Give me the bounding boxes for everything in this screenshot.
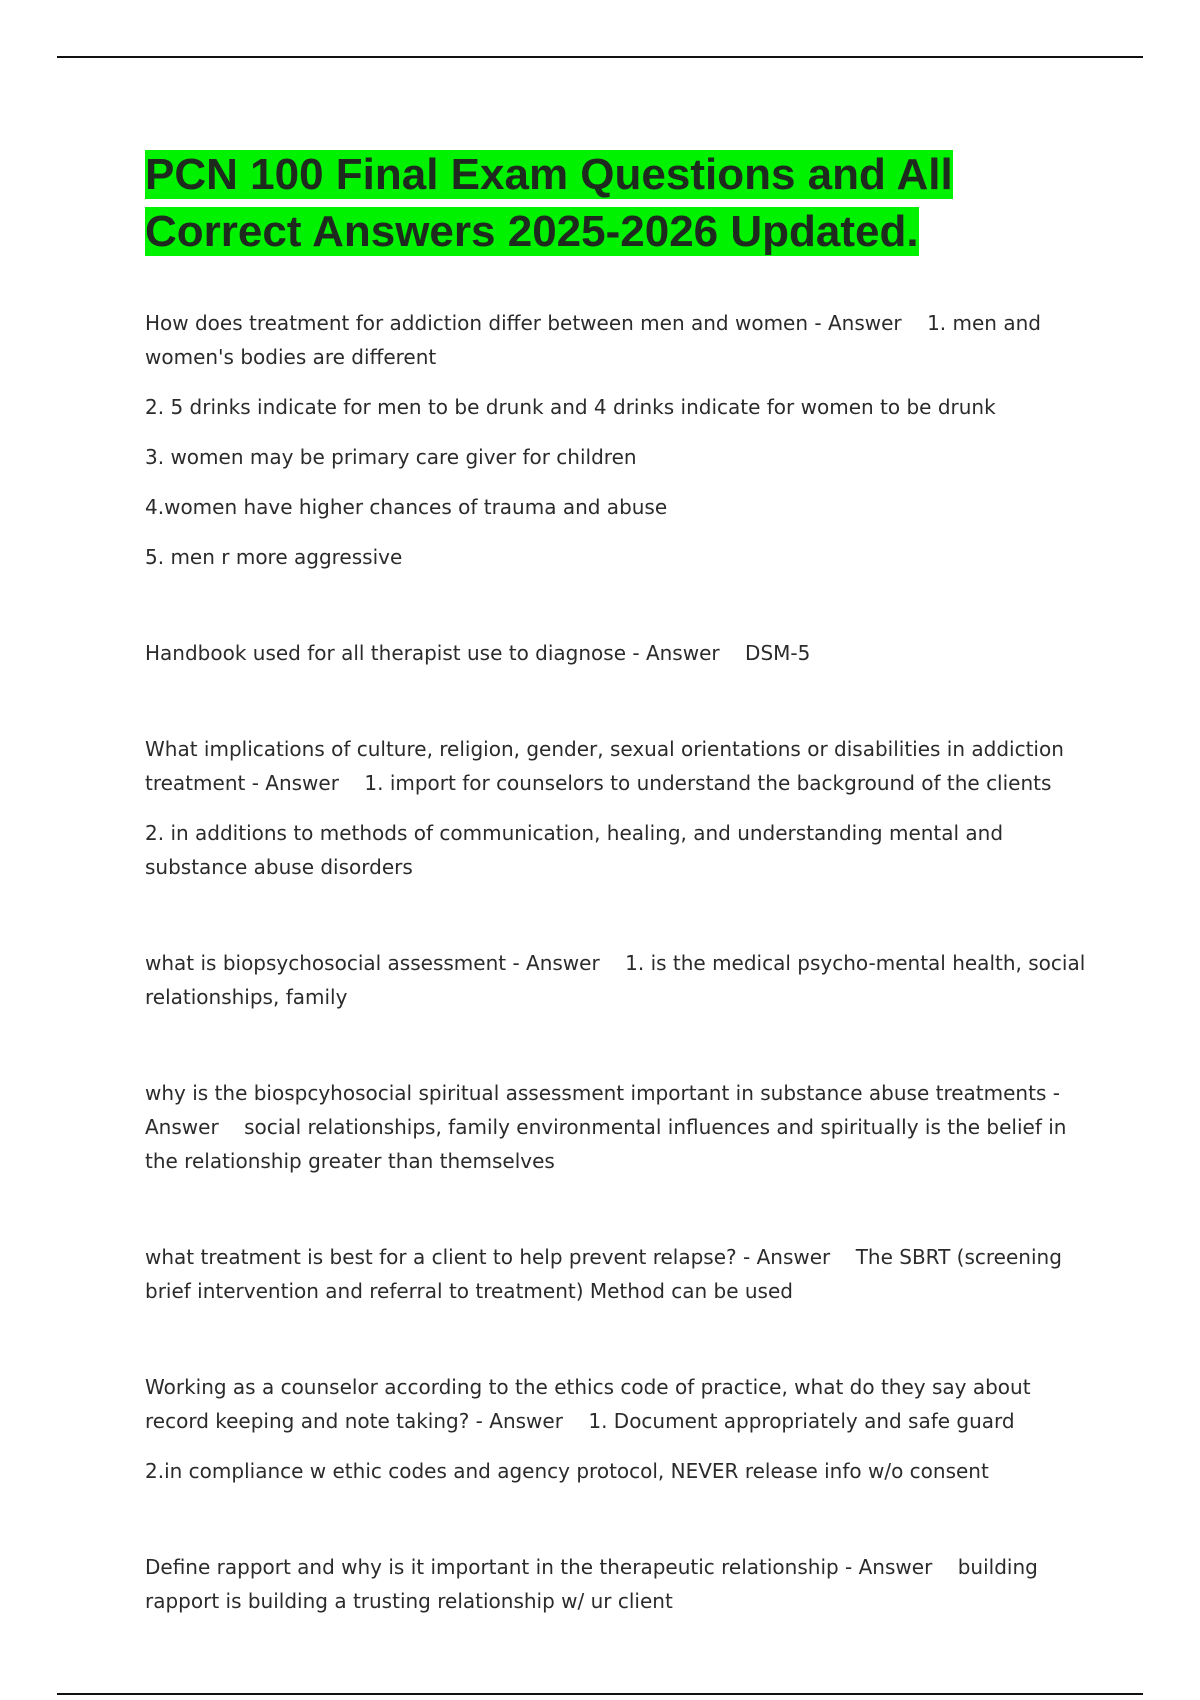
qa-question: Working as a counselor according to the ethics code of practice, what do they say about record keeping and note taking? - Answer: [145, 1375, 1031, 1433]
qa-question: what treatment is best for a client to help prevent relapse? - Answer: [145, 1245, 831, 1269]
qa-answer: DSM-5: [745, 641, 811, 665]
document-body: [145, 146, 1095, 1634]
qa-answer: 1. Document appropriately and safe guard: [588, 1409, 1015, 1433]
qa-question-answer: [145, 1370, 1095, 1438]
qa-list: [145, 306, 1095, 1618]
qa-question-answer: [145, 732, 1095, 800]
qa-question: How does treatment for addiction differ between men and women - Answer: [145, 311, 902, 335]
qa-entry: [145, 946, 1095, 1014]
qa-question-answer: [145, 1240, 1095, 1308]
qa-answer-line: 3. women may be primary care giver for children: [145, 445, 637, 469]
qa-answer-line: 2. 5 drinks indicate for men to be drunk and 4 drinks indicate for women to be drunk: [145, 395, 996, 419]
qa-answer: 1. import for counselors to understand the background of the clients: [364, 771, 1052, 795]
qa-entry: [145, 1550, 1095, 1618]
qa-answer: social relationships, family environmental influences and spiritually is the belief in the relationship greater than themselves: [145, 1115, 1067, 1173]
qa-answer: 1. men and women's bodies are different: [145, 311, 1041, 369]
qa-answer-line: 2.in compliance w ethic codes and agency protocol, NEVER release info w/o consent: [145, 1459, 989, 1483]
qa-question: what is biopsychosocial assessment - Answer: [145, 951, 600, 975]
qa-answer-line: 5. men r more aggressive: [145, 545, 403, 569]
spacer: [145, 590, 1095, 636]
qa-entry: [145, 636, 1095, 670]
qa-entry: [145, 1370, 1095, 1488]
qa-question-answer: [145, 1550, 1095, 1618]
spacer: [145, 1504, 1095, 1550]
spacer: [145, 1030, 1095, 1076]
qa-entry: [145, 732, 1095, 884]
spacer: [145, 686, 1095, 732]
qa-answer-line: 4.women have higher chances of trauma and abuse: [145, 495, 668, 519]
qa-answer: building rapport is building a trusting relationship w/ ur client: [145, 1555, 1038, 1613]
qa-question: why is the biospcyhosocial spiritual assessment important in substance abuse treatments - Answer: [145, 1081, 1060, 1139]
qa-question-answer: [145, 636, 1095, 670]
spacer: [145, 900, 1095, 946]
qa-answer-line: 2. in additions to methods of communication, healing, and understanding mental and substance abuse disorders: [145, 821, 1004, 879]
qa-answer: 1. is the medical psycho-mental health, social relationships, family: [145, 951, 1086, 1009]
spacer: [145, 1194, 1095, 1240]
qa-entry: [145, 1240, 1095, 1308]
spacer: [145, 1324, 1095, 1370]
qa-entry: [145, 306, 1095, 574]
qa-question-answer: [145, 946, 1095, 1014]
document-title: PCN 100 Final Exam Questions and All Correct Answers 2025-2026 Updated.: [145, 150, 953, 256]
qa-entry: [145, 1076, 1095, 1178]
qa-answer: The SBRT (screening brief intervention and referral to treatment) Method can be used: [145, 1245, 1062, 1303]
qa-question-answer: [145, 1076, 1095, 1178]
qa-question: What implications of culture, religion, gender, sexual orientations or disabilities in addiction treatment - Answer: [145, 737, 1064, 795]
qa-question: Define rapport and why is it important in the therapeutic relationship - Answer: [145, 1555, 933, 1579]
header-rule: [57, 56, 1143, 58]
qa-question: Handbook used for all therapist use to diagnose - Answer: [145, 641, 720, 665]
footer-rule: [57, 1693, 1143, 1695]
qa-question-answer: [145, 306, 1095, 374]
